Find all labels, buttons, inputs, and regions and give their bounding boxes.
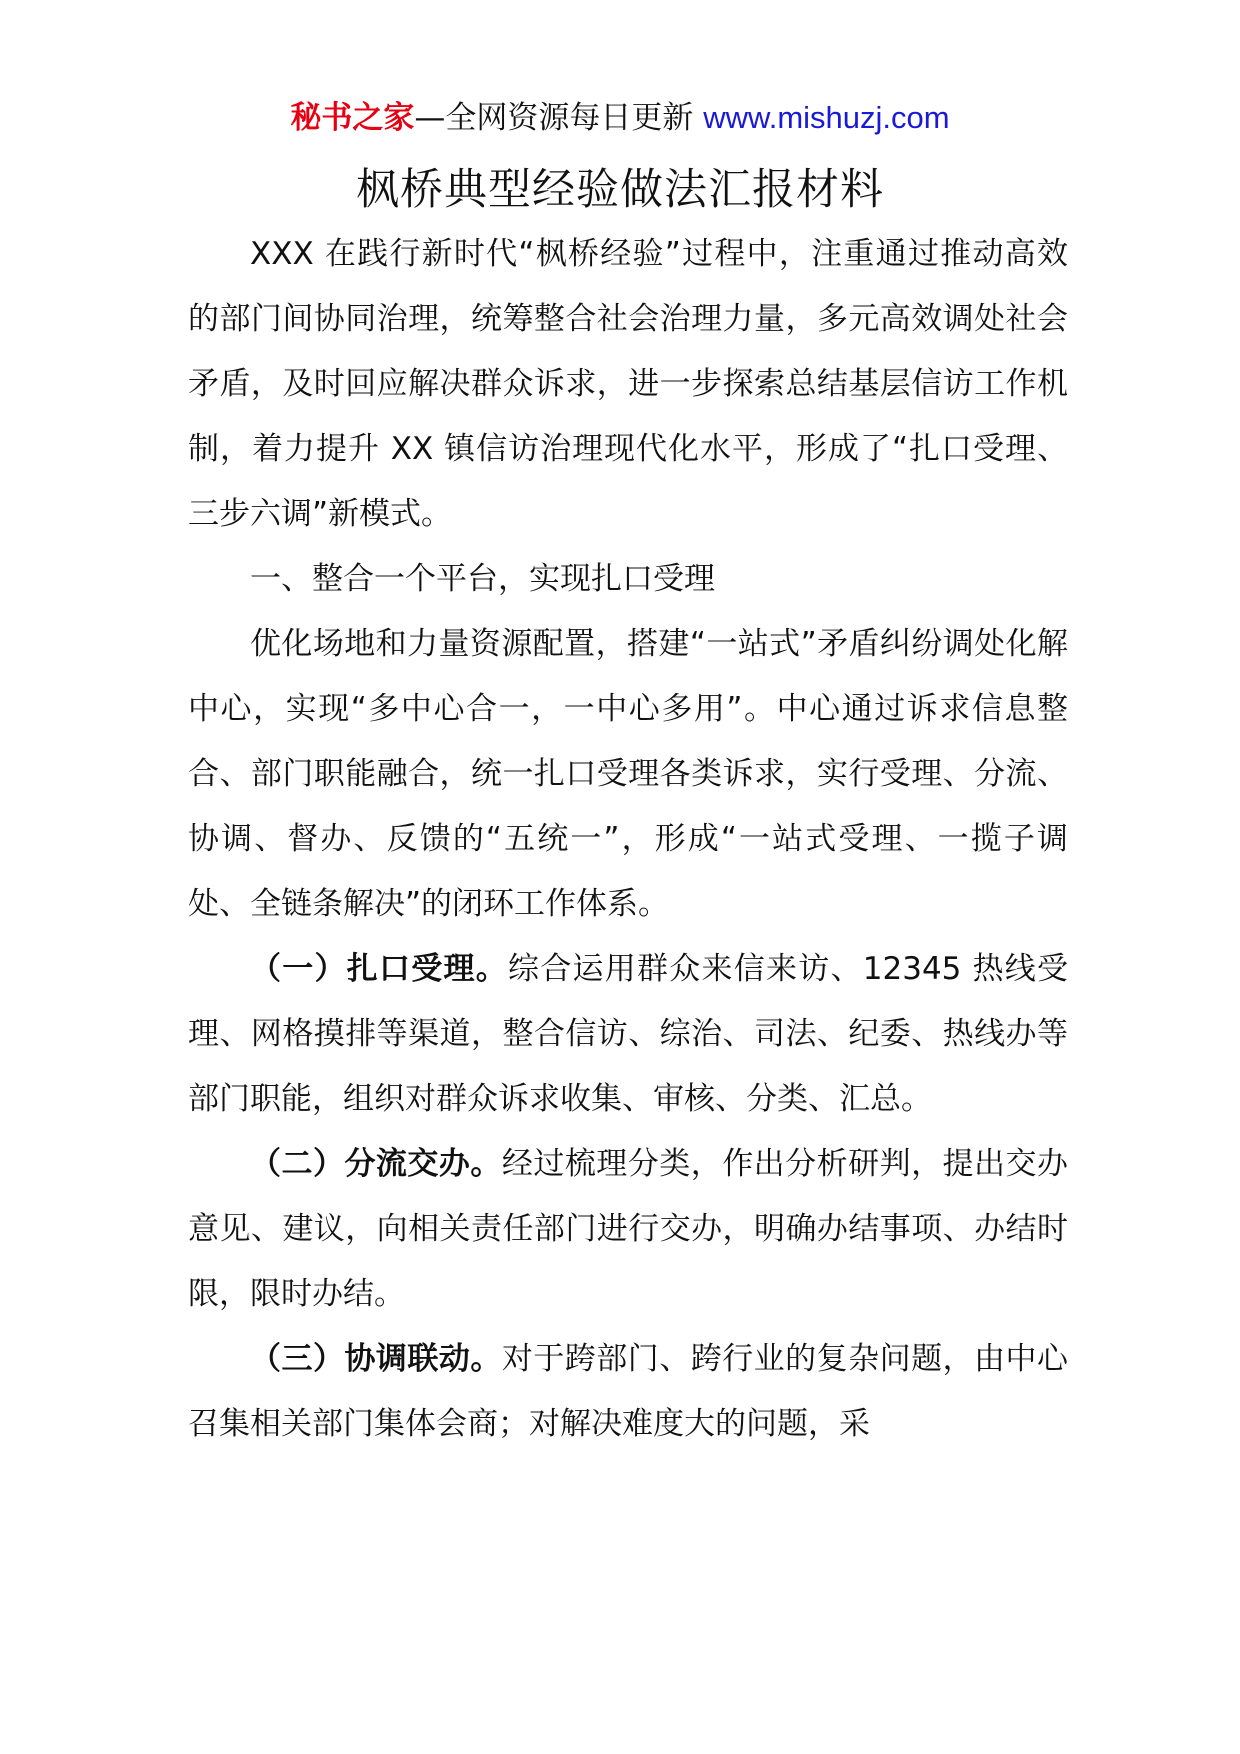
item-paragraph-1	[188, 937, 1068, 1132]
document-body	[188, 222, 1068, 1457]
brand-name: 秘书之家	[290, 100, 415, 136]
item-paragraph-2	[188, 1132, 1068, 1327]
item-lead: （一）扎口受理。	[250, 951, 509, 987]
intro-paragraph: XXX 在践行新时代“枫桥经验”过程中，注重通过推动高效的部门间协同治理，统筹整合社会治理力量，多元高效调处社会矛盾，及时回应解决群众诉求，进一步探索总结基层信访工作机制，着力提升 XX 镇信访治理现代化水平，形成了“扎口受理、三步六调”新模式。	[188, 236, 1068, 532]
section-heading: 一、整合一个平台，实现扎口受理	[250, 561, 715, 597]
item-paragraph-3	[188, 1327, 1068, 1457]
item-text: 综合运用群众来信来访、12345 热线受理、网格摸排等渠道，整合信访、综治、司法、纪委、热线办等部门职能，组织对群众诉求收集、审核、分类、汇总。	[188, 951, 1069, 1117]
item-text: 经过梳理分类，作出分析研判，提出交办意见、建议，向相关责任部门进行交办，明确办结事项、办结时限，限时办结。	[188, 1146, 1069, 1312]
document-title: 枫桥典型经验做法汇报材料	[356, 165, 884, 215]
item-lead: （二）分流交办。	[250, 1146, 502, 1182]
item-lead: （三）协调联动。	[250, 1341, 502, 1377]
header-tagline: —全网资源每日更新	[414, 100, 694, 136]
item-text: 对于跨部门、跨行业的复杂问题，由中心召集相关部门集体会商；对解决难度大的问题，采	[188, 1341, 1069, 1442]
site-header	[0, 98, 1240, 138]
site-url-link[interactable]: www.mishuzj.com	[703, 100, 950, 135]
section-paragraph: 优化场地和力量资源配置，搭建“一站式”矛盾纠纷调处化解中心，实现“多中心合一，一中心多用”。中心通过诉求信息整合、部门职能融合，统一扎口受理各类诉求，实行受理、分流、协调、督办、反馈的“五统一”，形成“一站式受理、一揽子调处、全链条解决”的闭环工作体系。	[188, 626, 1068, 922]
